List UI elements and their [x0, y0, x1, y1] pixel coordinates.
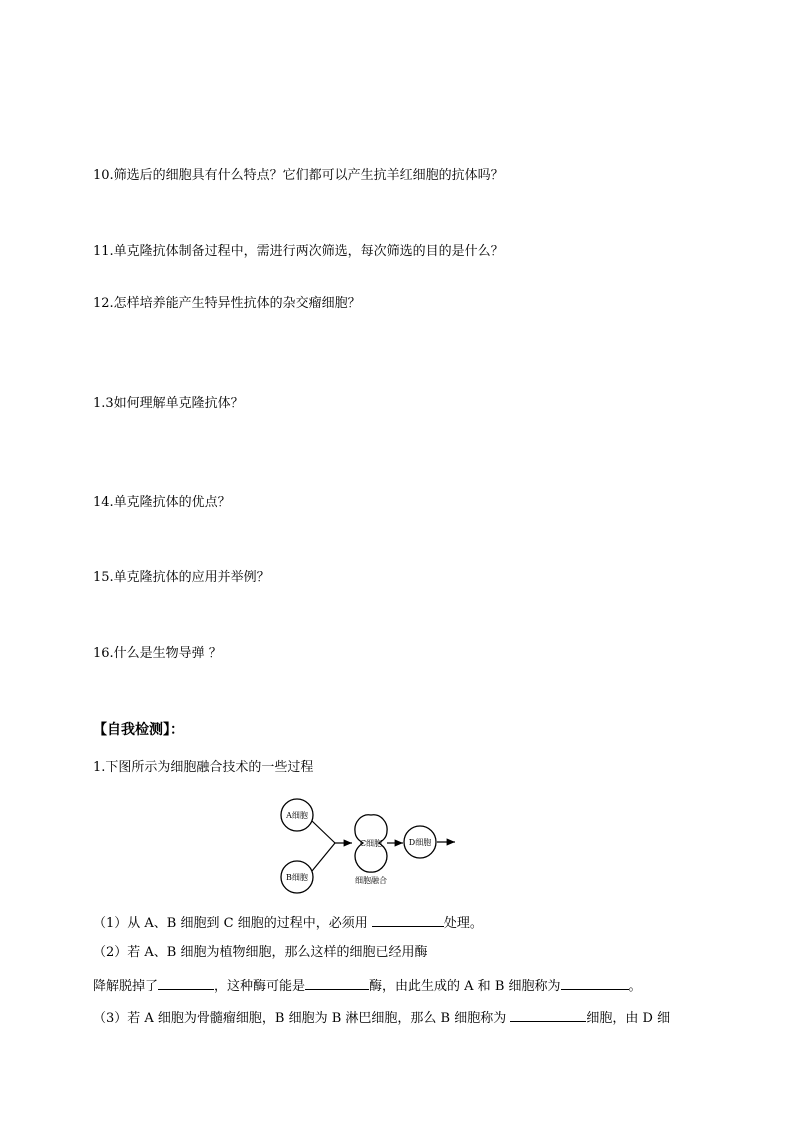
subquestion-2-text-c: 酶，由此生成的 A 和 B 细胞称为 — [369, 979, 561, 994]
question-13: 1.3如何理解单克隆抗体？ — [93, 396, 244, 411]
question-12: 12.怎样培养能产生特异性抗体的杂交瘤细胞？ — [93, 296, 361, 311]
answer-blank-1[interactable] — [372, 913, 444, 927]
b-cell — [281, 861, 313, 893]
c-cell-label: C细胞 — [359, 839, 383, 848]
d-cell-label: D细胞 — [408, 838, 432, 847]
a-cell-label: A细胞 — [286, 811, 308, 820]
b-cell-label: B细胞 — [286, 873, 308, 882]
question-14: 14.单克隆抗体的优点？ — [93, 495, 231, 510]
diagram-caption: 细胞融合 — [355, 876, 387, 885]
question-15: 15.单克隆抗体的应用并举例？ — [93, 570, 270, 585]
subquestion-3-text-a: （3）若 A 细胞为骨髓瘤细胞，B 细胞为 B 淋巴细胞，那么 B 细胞称为 — [93, 1011, 511, 1026]
subquestion-2-text-a: 降解脱掉了 — [93, 979, 159, 994]
subquestion-2-line1: （2）若 A、B 细胞为植物细胞，那么这样的细胞已经用酶 — [93, 945, 428, 960]
d-cell — [404, 826, 436, 858]
answer-blank-5[interactable] — [510, 1008, 586, 1022]
subquestion-3 — [93, 1008, 670, 1028]
c-cell — [355, 815, 387, 872]
subquestion-2-text-b: ，这种酶可能是 — [214, 979, 306, 994]
a-cell — [281, 799, 313, 831]
question-16: 16.什么是生物导弹 ？ — [93, 646, 222, 661]
question-11: 11.单克隆抗体制备过程中，需进行两次筛选，每次筛选的目的是什么？ — [93, 244, 504, 259]
subquestion-1-text-a: （1）从 A、B 细胞到 C 细胞的过程中，必须用 — [93, 916, 372, 931]
answer-blank-2[interactable] — [158, 976, 214, 990]
answer-blank-3[interactable] — [305, 976, 369, 990]
answer-blank-4[interactable] — [561, 976, 629, 990]
question-10: 10.筛选后的细胞具有什么特点？它们都可以产生抗羊红细胞的抗体吗？ — [93, 168, 504, 183]
cell-fusion-diagram — [275, 797, 475, 897]
subquestion-3-text-b: 细胞，由 D 细 — [586, 1011, 671, 1026]
a-to-join-line — [312, 821, 335, 843]
subquestion-2-text-d: 。 — [628, 979, 642, 994]
subquestion-2-line2 — [93, 976, 642, 996]
section-title: 【自我检测】： — [93, 722, 184, 738]
subquestion-1 — [93, 913, 483, 933]
exercise-stem: 1.下图所示为细胞融合技术的一些过程 — [93, 760, 314, 775]
subquestion-1-text-b: 处理。 — [443, 916, 483, 931]
b-to-join-line — [312, 843, 335, 871]
